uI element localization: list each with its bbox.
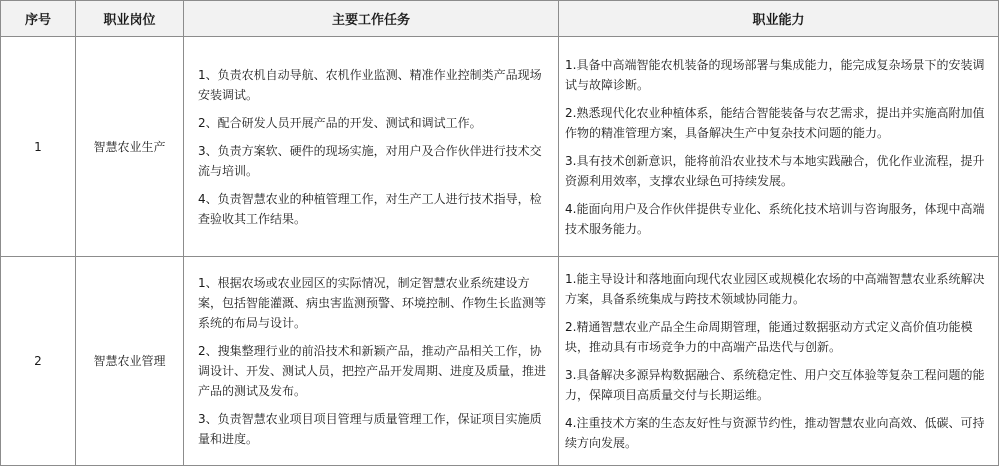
- row-tasks: [184, 37, 559, 257]
- header-position: 职业岗位: [76, 1, 184, 37]
- row-seq: 1: [1, 37, 76, 257]
- header-row: [1, 1, 999, 37]
- row-abilities: [559, 37, 999, 257]
- table-row: [1, 37, 999, 257]
- task-item: 2、搜集整理行业的前沿技术和新颖产品，推动产品相关工作，协调设计、开发、测试人员，把控产品开发周期、进度及质量，推进产品的测试及发布。: [198, 344, 547, 398]
- header-abilities: 职业能力: [559, 1, 999, 37]
- task-item: 4、负责智慧农业的种植管理工作，对生产工人进行技术指导，检查验收其工作结果。: [198, 191, 542, 226]
- task-item: 1、负责农机自动导航、农机作业监测、精准作业控制类产品现场安装调试。: [198, 67, 542, 102]
- ability-item: 1.具备中高端智能农机装备的现场部署与集成能力，能完成复杂场景下的安装调试与故障诊断。: [565, 57, 985, 92]
- row-position: 智慧农业管理: [76, 257, 184, 466]
- row-tasks: [184, 257, 559, 466]
- header-seq: 序号: [1, 1, 76, 37]
- ability-item: 2.精通智慧农业产品全生命周期管理，能通过数据驱动方式定义高价值功能模块，推动具有市场竞争力的中高端产品迭代与创新。: [565, 320, 973, 354]
- row-position: 智慧农业生产: [76, 37, 184, 257]
- row-abilities: [559, 257, 999, 466]
- task-item: 3、负责智慧农业项目项目管理与质量管理工作，保证项目实施质量和进度。: [198, 412, 542, 446]
- ability-item: 1.能主导设计和落地面向现代农业园区或规模化农场的中高端智慧农业系统解决方案，具备系统集成与跨技术领域协同能力。: [565, 272, 985, 306]
- task-item: 2、配合研发人员开展产品的开发、测试和调试工作。: [198, 115, 482, 130]
- ability-item: 3.具备解决多源异构数据融合、系统稳定性、用户交互体验等复杂工程问题的能力，保障项目高质量交付与长期运维。: [565, 368, 985, 402]
- task-item: 1、根据农场或农业园区的实际情况，制定智慧农业系统建设方案，包括智能灌溉、病虫害监测预警、环境控制、作物生长监测等系统的布局与设计。: [198, 276, 547, 330]
- ability-item: 4.注重技术方案的生态友好性与资源节约性，推动智慧农业向高效、低碳、可持续方向发展。: [565, 416, 985, 450]
- row-seq: 2: [1, 257, 76, 466]
- ability-item: 2.熟悉现代化农业种植体系，能结合智能装备与农艺需求，提出并实施高附加值作物的精准管理方案，具备解决生产中复杂技术问题的能力。: [565, 105, 985, 140]
- ability-item: 3.具有技术创新意识，能将前沿农业技术与本地实践融合，优化作业流程，提升资源利用效率，支撑农业绿色可持续发展。: [565, 153, 985, 188]
- header-tasks: 主要工作任务: [184, 1, 559, 37]
- ability-item: 4.能面向用户及合作伙伴提供专业化、系统化技术培训与咨询服务，体现中高端技术服务能力。: [565, 201, 985, 236]
- task-item: 3、负责方案软、硬件的现场实施，对用户及合作伙伴进行技术交流与培训。: [198, 143, 542, 178]
- table-row: [1, 257, 999, 466]
